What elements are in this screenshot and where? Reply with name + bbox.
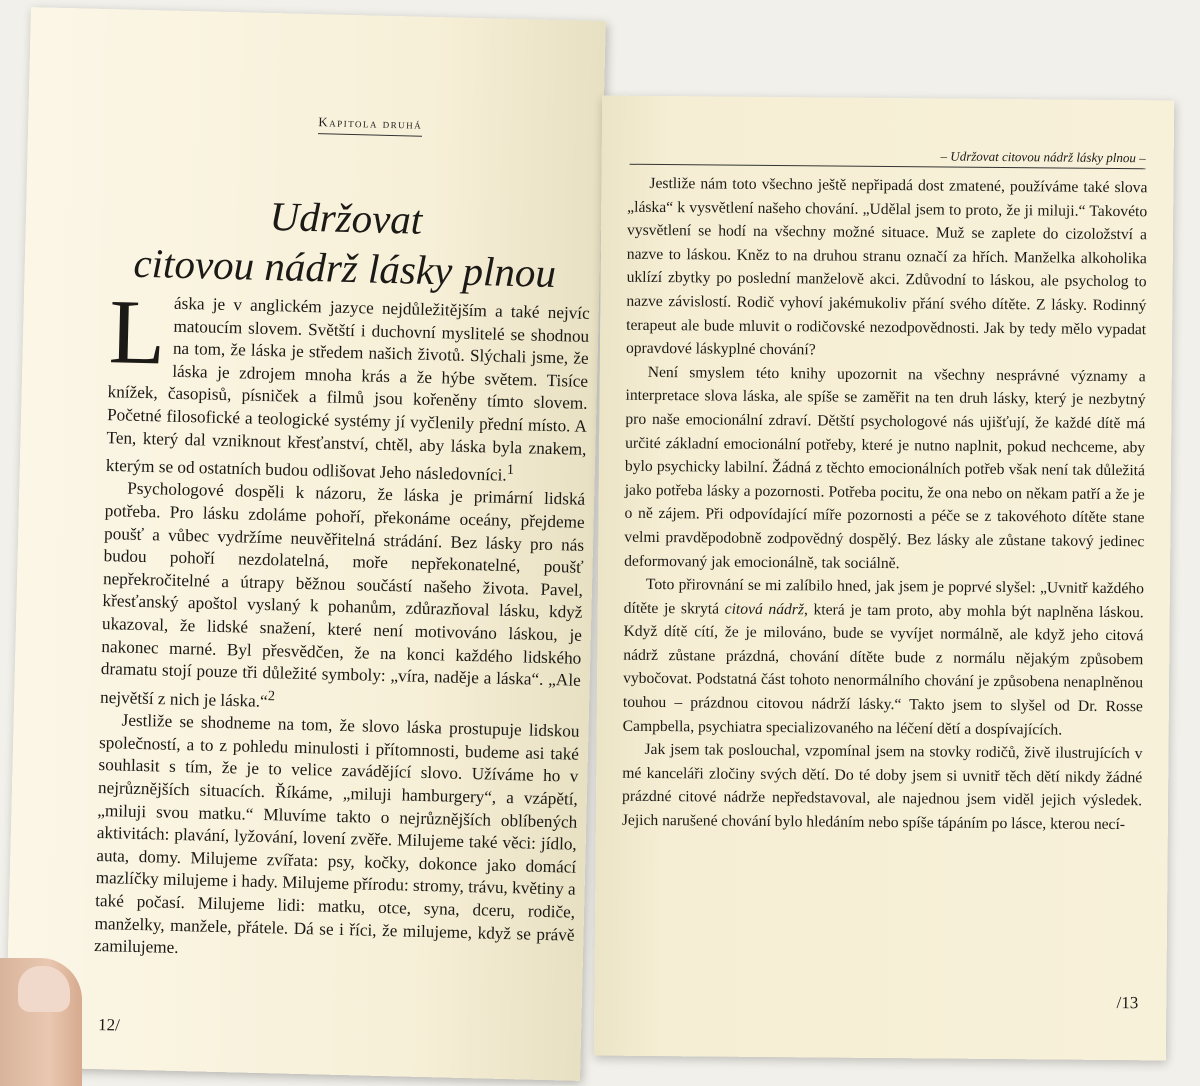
chapter-title-line-2: citovou nádrž lásky plnou xyxy=(133,239,557,297)
running-head-left: Kapitola druhá xyxy=(318,114,422,137)
paragraph: Jestliže nám toto všechno ještě nepřipadá dost zmatené, používáme také slova „láska“ k vysvětlení našeho chování. „Udělal jsem to proto, že ji miluji.“ Takovéto vysvětlení se hodí na všechny možné situace. Muž se zaplete do cizoložství a nazve to láskou. Kněz to na druhou stranu označí za hřích. Manželka alkoholika uklízí zbytky po poslední manželově akci. Zdůvodní to láskou, ale psycholog to nazve závislostí. Rodič vyhoví jakémukoliv přání svého dítěte. Z lásky. Rodinný terapeut ale bude mluvit o rodičovské nezodpovědnosti. Jak by tedy mělo vypadat opravdové láskyplné chování? xyxy=(625,174,1148,359)
drop-cap: L xyxy=(107,280,167,384)
paragraph xyxy=(105,280,590,489)
left-page xyxy=(5,7,606,1081)
paragraph-text: Psychologové dospěli k názoru, že láska je primární lidská potřeba. Pro lásku zdoláme pohoří, překonáme oceány, přejdeme poušť a vůbec vydržíme neuvěřitelná strádání. Bez lásky pro nás budou pohoří nezdolatelná, moře nepřekonatelné, poušť nepřekročitelné a útrapy běžnou součástí našeho života. Pavel, křesťanský apoštol vyslaný k pohanům, zdůrazňoval lásku, když ukazoval, že lidské snažení, které není motivováno láskou, je nakonec marné. Byl přesvědčen, že na konci každého lidského dramatu stojí pouze tři důležité symboly: „víra, naděje a láska“. „Ale největší z nich je láska.“ xyxy=(99,479,586,711)
thumbnail xyxy=(18,966,70,1012)
footnote-ref: 1 xyxy=(506,462,515,479)
page-number-left: 12/ xyxy=(97,1015,121,1035)
paragraph: Není smyslem této knihy upozornit na všechny nesprávné významy a interpretace slova láska, ale spíše se zaměřit na ten druh lásky, který je nezbytný pro naše emocionální zdraví. Dětští psychologové nás ujišťují, že každé dítě má určité základní emocionální potřeby, které je nutno naplnit, pokud nechceme, aby bylo psychicky labilní. Žádná z těchto emocionálních potřeb však není tak důležitá jako potřeba lásky a pozornosti. Potřeba pocitu, že ona nebo on někam patří a že je o ně zájem. Při odpovídající míře pozornosti a péče se z takovéhoto dítěte stane velmi pravděpodobně zodpovědný dospělý. Bez lásky ale zůstane takový jedinec deformovaný jak emocionálně, tak sociálně. xyxy=(624,363,1146,572)
paragraph-text: Toto přirovnání se mi zalíbilo hned, jak jsem je poprvé slyšel: „Uvnitř každého dítěte je skrytá xyxy=(623,576,1144,618)
paragraph-text: áska je v anglickém jazyce nejdůležitějším a také nejvíc matoucím slovem. Světští i duchovní myslitelé se shodnou na tom, že láska je středem našich životů. Slýchali jsme, že láska je zdrojem mnoha krás a že hýbe světem. Tisíce knížek, časopisů, písniček a filmů jsou kořeněny tímto slovem. Početné filosofické a teologické systémy jí vyčlenily přední místo. A Ten, který dal vzniknout křesťanství, chtěl, aby láska byla znakem, kterým se od ostatních budou odlišovat Jeho následovníci. xyxy=(105,293,590,485)
right-body-text xyxy=(622,172,1148,837)
chapter-title xyxy=(114,187,576,298)
paragraph xyxy=(100,478,586,721)
page-number-right: /13 xyxy=(1116,993,1139,1013)
running-head-right: – Udržovat citovou nádrž lásky plnou – xyxy=(630,146,1146,170)
paragraph: Jak jsem tak poslouchal, vzpomínal jsem na stovky rodičů, živě ilustrujících v mé kanceláři zločiny svých dětí. Do té doby jsem si uvnitř těch dětí nikdy žádné prázdné citové nádrže nepředstavoval, ale najednou jsem viděl jejich výsledek. Jejich narušené chování bylo hledáním nebo spíše tápáním po lásce, kterou necí- xyxy=(621,741,1143,834)
right-page xyxy=(594,96,1174,1061)
emphasis-term: citová nádrž xyxy=(724,600,805,618)
footnote-ref: 2 xyxy=(267,687,276,705)
chapter-title-line-1: Udržovat xyxy=(269,193,423,243)
paragraph-text: , která je tam proto, aby mohla být naplněna láskou. Když dítě cítí, že je milováno, bude se vyvíjet normálně, ale když jeho citová nádrž zůstane prázdná, chování dítěte bude z normálu nějakým způsobem vybočovat. Podstatná část tohoto nenormálního chování je způsobena nenaplněnou touhou – prázdnou citovou nádrží lásky.“ Takto jsem to slyšel od Dr. Rosse Campbella, psychiatra specializovaného na léčení dětí a dospívajících. xyxy=(622,600,1144,739)
paragraph: Jestliže se shodneme na tom, že slovo láska prostupuje lidskou společností, a to z pohledu minulosti i přítomnosti, budeme asi také souhlasit s tím, že je to velice zavádějící slovo. Užíváme ho v nejrůznějších situacích. Říkáme, „miluji hamburgery“, a vzápětí, „miluji svou matku.“ Mluvíme takto o nejrůznějších oblíbených aktivitách: plavání, lyžování, lovení zvěře. Milujeme také věci: jídlo, auta, domy. Milujeme zvířata: psy, kočky, dokonce jako domácí mazlíčky milujeme i hady. Milujeme přírodu: stromy, trávu, květiny a také počasí. Milujeme lidi: matku, otce, syna, dceru, rodiče, manželky, manžele, přátele. Dá se i říci, že milujeme, když se právě zamilujeme. xyxy=(93,710,580,958)
left-body-text xyxy=(93,280,590,969)
paragraph xyxy=(623,573,1144,743)
